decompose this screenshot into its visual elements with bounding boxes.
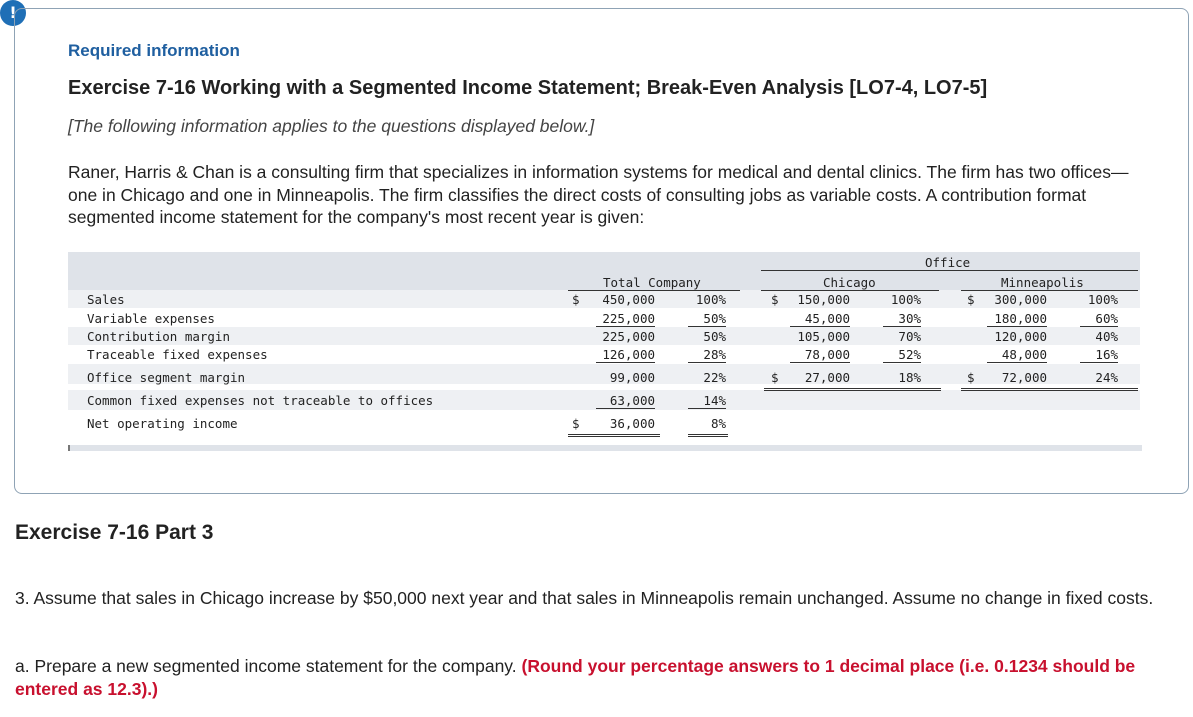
total-value: 36,000 xyxy=(609,416,655,431)
total-company-header: Total Company xyxy=(603,275,701,290)
minneapolis-percent: 60% xyxy=(1080,311,1118,327)
dollar-sign: $ xyxy=(572,292,580,307)
chicago-segment-double-rule xyxy=(764,388,941,391)
question-3a xyxy=(15,655,1175,701)
row-label-variable-expenses: Variable expenses xyxy=(87,311,215,326)
minneapolis-value: 180,000 xyxy=(987,311,1047,327)
chicago-header-rule xyxy=(761,290,939,291)
total-percent: 100% xyxy=(695,292,726,307)
net-income-pct-double-rule xyxy=(688,434,728,437)
applies-note: [The following information applies to the questions displayed below.] xyxy=(68,116,595,136)
minneapolis-header: Minneapolis xyxy=(1001,275,1084,290)
chicago-percent: 18% xyxy=(898,370,921,385)
chicago-header: Chicago xyxy=(823,275,876,290)
question-3: 3. Assume that sales in Chicago increase by $50,000 next year and that sales in Minneapolis remain unchanged. Assume no change in fixed costs. xyxy=(15,588,1154,608)
total-value: 99,000 xyxy=(609,370,655,385)
total-percent: 14% xyxy=(688,393,726,409)
total-value: 225,000 xyxy=(602,329,655,344)
required-info-heading: Required information xyxy=(68,41,240,60)
minneapolis-percent: 40% xyxy=(1095,329,1118,344)
minneapolis-header-rule xyxy=(961,290,1138,291)
chicago-value: 105,000 xyxy=(797,329,850,344)
chicago-value: 27,000 xyxy=(804,370,850,385)
alert-icon: ! xyxy=(0,0,26,26)
row-label-common-fixed-expenses: Common fixed expenses not traceable to offices xyxy=(87,393,434,408)
question-3a-text: a. Prepare a new segmented income statement for the company. xyxy=(15,656,517,676)
total-value: 225,000 xyxy=(596,311,655,327)
net-income-double-rule xyxy=(568,434,660,437)
chicago-percent: 70% xyxy=(898,329,921,344)
chicago-percent: 30% xyxy=(883,311,921,327)
row-label-traceable-fixed-expenses: Traceable fixed expenses xyxy=(87,347,268,362)
rounding-instruction: (Round your percentage answers to 1 decimal place (i.e. 0.1234 should be entered as 12.3).) xyxy=(15,656,1136,699)
minneapolis-value: 300,000 xyxy=(994,292,1047,307)
total-header-rule xyxy=(568,290,740,291)
minneapolis-percent: 16% xyxy=(1080,347,1118,363)
total-percent: 50% xyxy=(703,329,726,344)
minneapolis-segment-double-rule xyxy=(961,388,1138,391)
row-label-contribution-margin: Contribution margin xyxy=(87,329,230,344)
exercise-title: Exercise 7-16 Working with a Segmented Income Statement; Break-Even Analysis [LO7-4, LO7-5] xyxy=(68,77,988,99)
row-label-office-segment-margin: Office segment margin xyxy=(87,370,246,385)
total-value: 450,000 xyxy=(602,292,655,307)
row-label-sales: Sales xyxy=(87,292,125,307)
part-title: Exercise 7-16 Part 3 xyxy=(15,521,214,544)
total-percent: 28% xyxy=(688,347,726,363)
chicago-percent: 100% xyxy=(890,292,921,307)
dollar-sign: $ xyxy=(572,416,580,431)
minneapolis-percent: 100% xyxy=(1087,292,1118,307)
segmented-income-statement xyxy=(68,252,1140,452)
office-header: Office xyxy=(925,255,971,270)
total-percent: 50% xyxy=(688,311,726,327)
minneapolis-value: 48,000 xyxy=(987,347,1047,363)
total-percent: 8% xyxy=(710,416,726,431)
statement-footer-band xyxy=(68,445,1142,451)
dollar-sign: $ xyxy=(967,292,975,307)
total-value: 63,000 xyxy=(596,393,655,409)
chicago-value: 150,000 xyxy=(797,292,850,307)
total-value: 126,000 xyxy=(596,347,655,363)
chicago-value: 78,000 xyxy=(790,347,850,363)
dollar-sign: $ xyxy=(967,370,975,385)
office-header-rule xyxy=(761,270,1138,271)
row-label-net-operating-income: Net operating income xyxy=(87,416,238,431)
chicago-percent: 52% xyxy=(883,347,921,363)
dollar-sign: $ xyxy=(771,292,779,307)
chicago-value: 45,000 xyxy=(790,311,850,327)
dollar-sign: $ xyxy=(771,370,779,385)
problem-description: Raner, Harris & Chan is a consulting firm that specializes in information systems for medical and dental clinics. The firm has two offices—one in Chicago and one in Minneapolis. The firm classifies the direct costs of consulting jobs as variable costs. A contribution format segmented income statement for the company's most recent year is given: xyxy=(68,162,1129,227)
total-percent: 22% xyxy=(703,370,726,385)
minneapolis-value: 72,000 xyxy=(1001,370,1047,385)
minneapolis-value: 120,000 xyxy=(994,329,1047,344)
minneapolis-percent: 24% xyxy=(1095,370,1118,385)
